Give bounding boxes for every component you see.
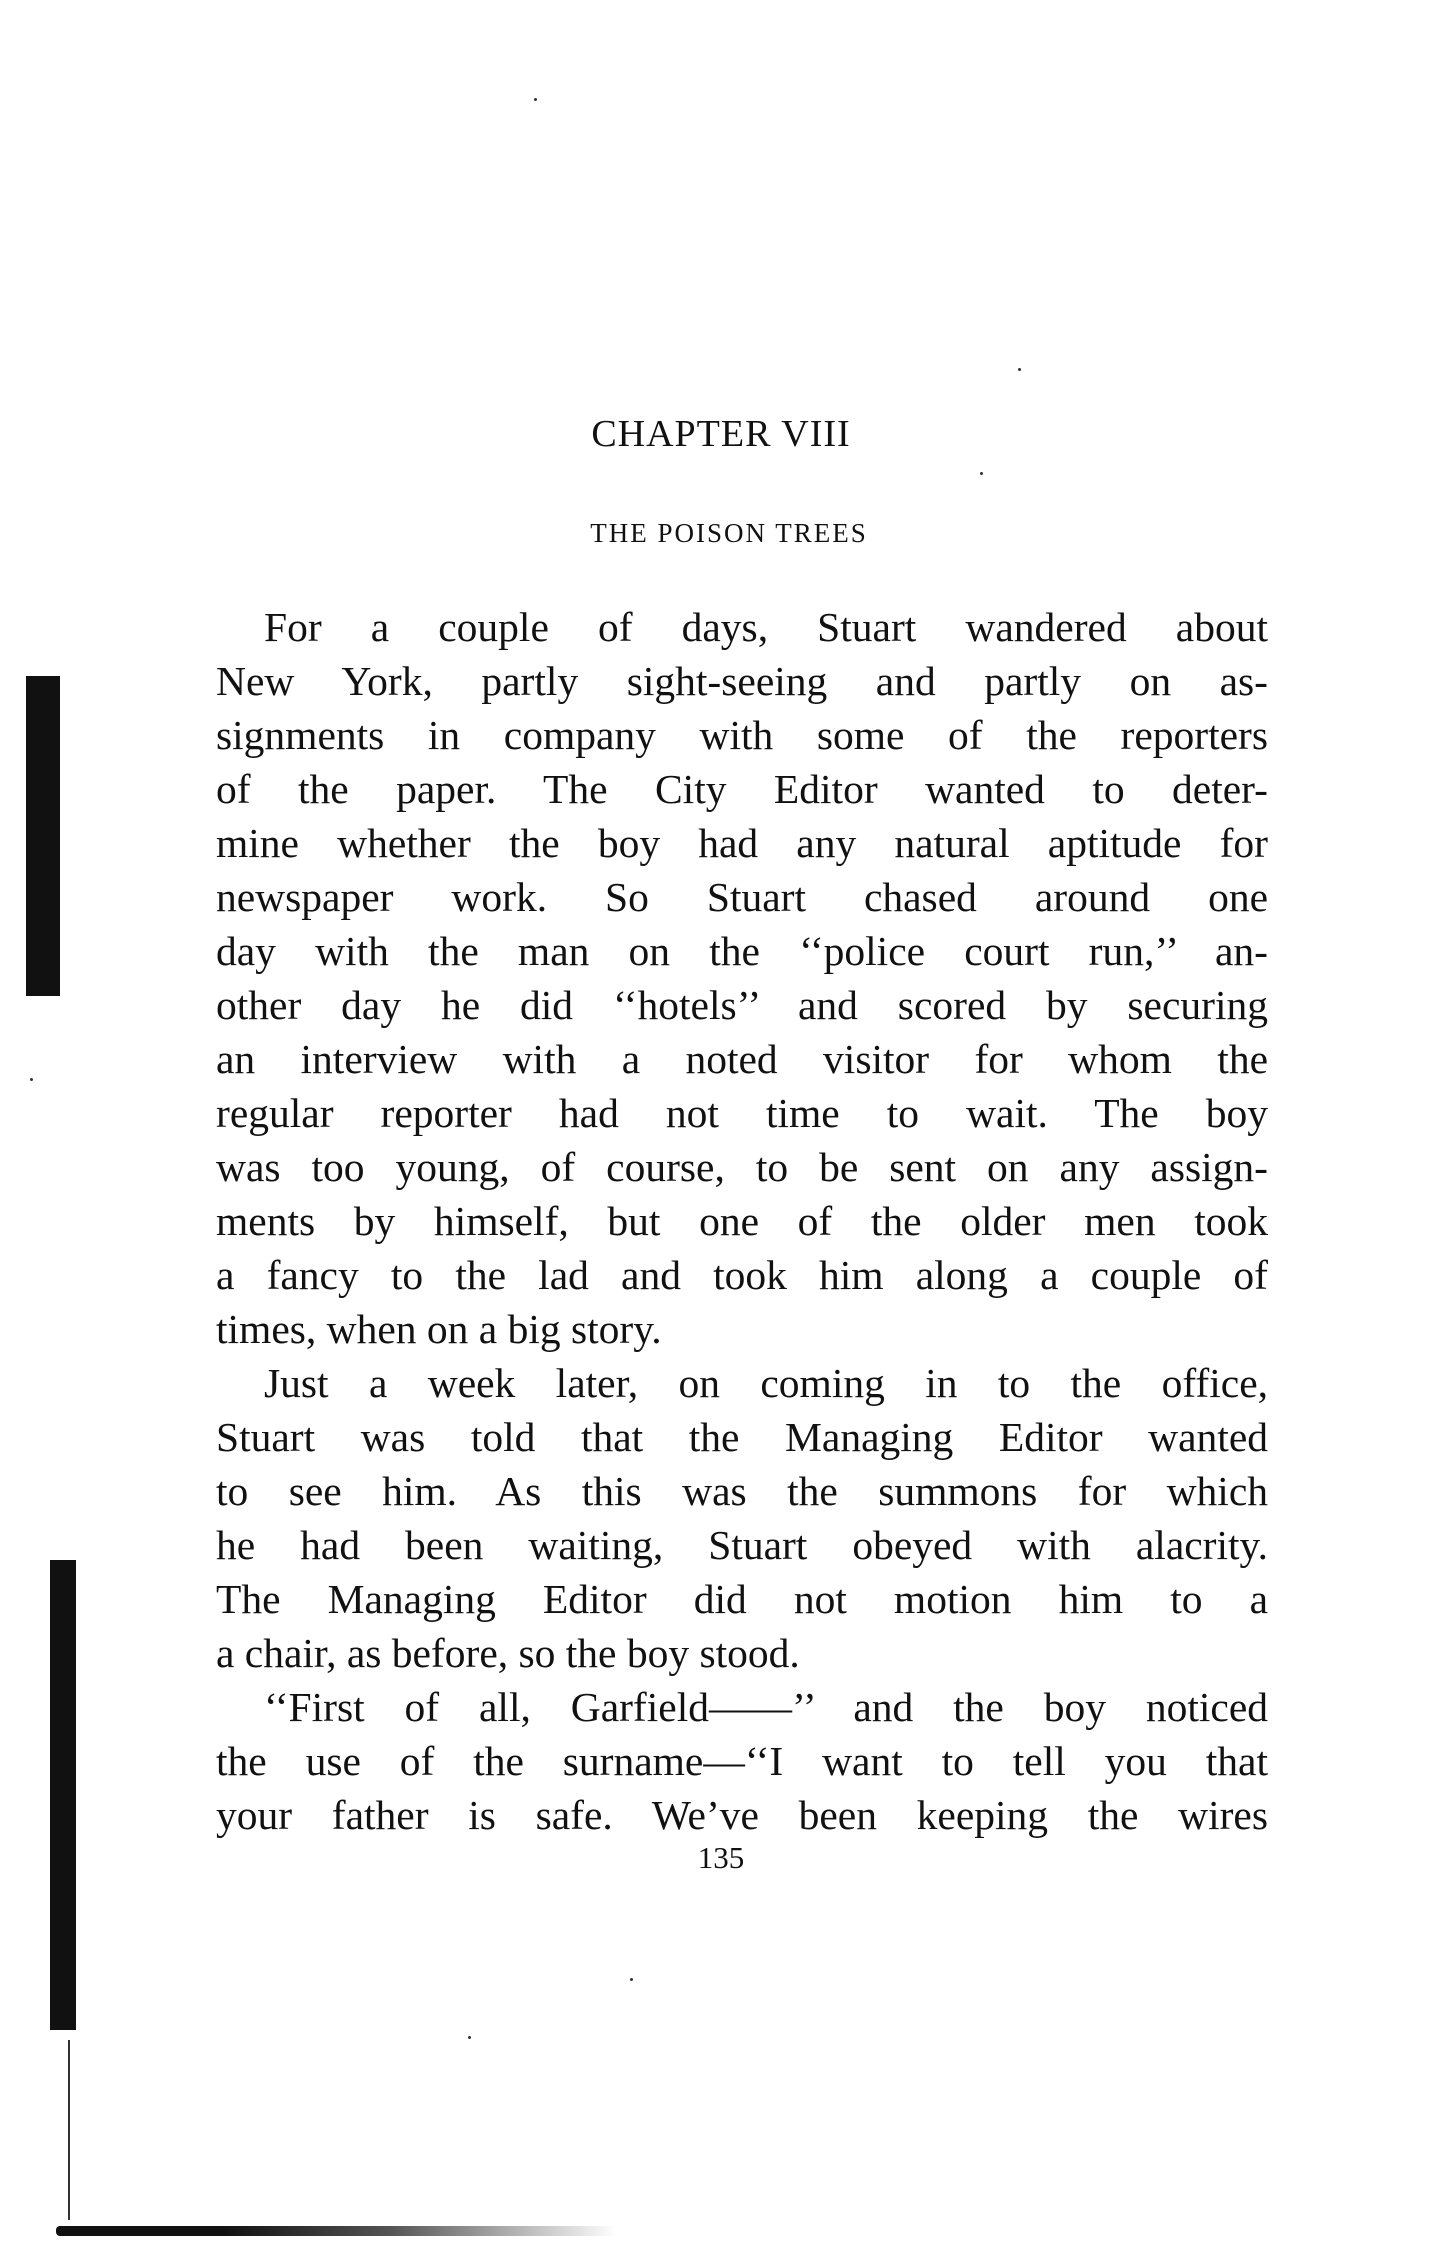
- text-line: other day he did ‘‘hotels’’ and scored by securing: [216, 982, 1268, 1028]
- text-line: times, when on a big story.: [216, 1306, 662, 1352]
- scan-speck: [980, 472, 983, 475]
- text-line: regular reporter had not time to wait. The boy: [216, 1090, 1268, 1136]
- text-line: the use of the surname—‘‘I want to tell you that: [216, 1738, 1268, 1784]
- scan-edge-artifact: [50, 1560, 76, 2030]
- text-line: ments by himself, but one of the older men took: [216, 1198, 1268, 1244]
- text-line: The Managing Editor did not motion him to a: [216, 1576, 1268, 1622]
- text-line: a fancy to the lad and took him along a couple of: [216, 1252, 1268, 1298]
- text-line: an interview with a noted visitor for whom the: [216, 1036, 1268, 1082]
- text-line: day with the man on the ‘‘police court run,’’ an-: [216, 928, 1268, 974]
- text-line: a chair, as before, so the boy stood.: [216, 1630, 800, 1676]
- text-line: newspaper work. So Stuart chased around one: [216, 874, 1268, 920]
- text-line: your father is safe. We’ve been keeping the wires: [216, 1792, 1268, 1838]
- text-line: mine whether the boy had any natural aptitude for: [216, 820, 1268, 866]
- text-line: ‘‘First of all, Garfield——’’ and the boy noticed: [264, 1684, 1268, 1730]
- scan-bottom-edge: [56, 2226, 616, 2236]
- text-line: he had been waiting, Stuart obeyed with alacrity.: [216, 1522, 1268, 1568]
- page-number: 135: [697, 1840, 745, 1875]
- body-text: [216, 600, 1268, 1842]
- scan-speck: [1018, 368, 1021, 371]
- text-line: Just a week later, on coming in to the office,: [264, 1360, 1268, 1406]
- scan-speck: [630, 1978, 633, 1981]
- scan-speck: [30, 1078, 33, 1081]
- scan-speck: [468, 2036, 471, 2039]
- text-line: of the paper. The City Editor wanted to deter-: [216, 766, 1268, 812]
- scan-edge-artifact: [26, 676, 60, 996]
- text-line: For a couple of days, Stuart wandered about: [264, 604, 1268, 650]
- text-line: to see him. As this was the summons for which: [216, 1468, 1268, 1514]
- scan-speck: [534, 98, 537, 101]
- text-line: Stuart was told that the Managing Editor wanted: [216, 1414, 1268, 1460]
- text-line: was too young, of course, to be sent on any assign-: [216, 1144, 1268, 1190]
- chapter-title: CHAPTER VIII: [591, 413, 851, 455]
- chapter-subtitle: THE POISON TREES: [590, 518, 868, 548]
- text-line: signments in company with some of the reporters: [216, 712, 1268, 758]
- text-line: New York, partly sight-seeing and partly on as-: [216, 658, 1268, 704]
- scan-edge-line: [68, 2040, 70, 2220]
